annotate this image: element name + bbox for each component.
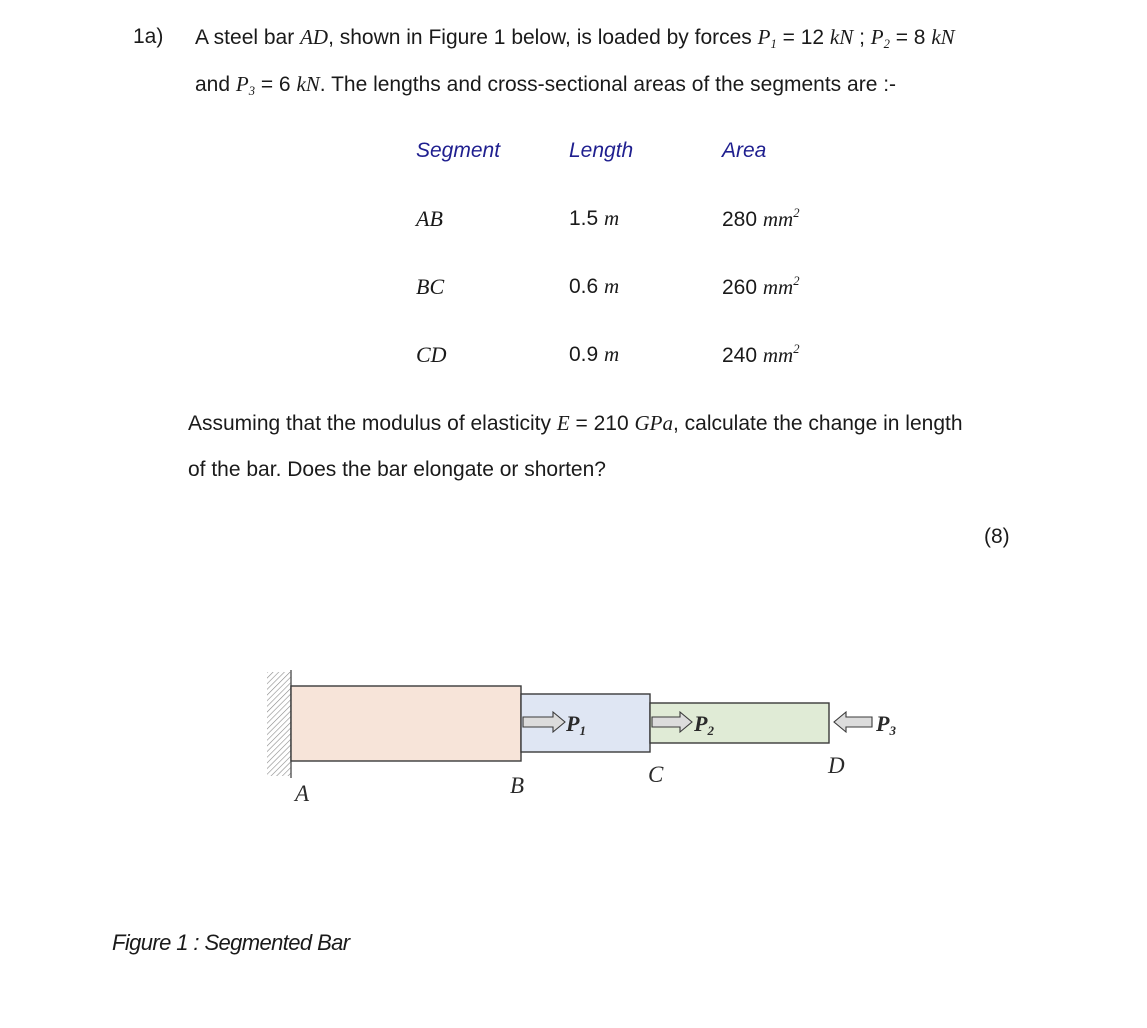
table-header-segment: Segment <box>416 139 501 162</box>
table-header-area: Area <box>722 139 767 162</box>
assumption-line-1: Assuming that the modulus of elasticity E = 210 GPa, calculate the change in length <box>188 411 963 435</box>
question-number: 1a) <box>133 25 164 48</box>
table-header-length: Length <box>569 139 634 162</box>
segment-ab-body <box>291 686 521 761</box>
table-cell-segment: BC <box>416 274 445 299</box>
figure-caption: Figure 1 : Segmented Bar <box>112 930 350 955</box>
force-label-p2: P2 <box>694 711 714 738</box>
table-cell-area: 240 $mm^2$ <box>722 342 800 367</box>
force-label-p1: P1 <box>566 711 586 738</box>
question-line-1: A steel bar AD, shown in Figure 1 below, is loaded by forces $P_1 = 12$ kN ; $P_2 = 8$ kN <box>195 25 955 51</box>
wall-support <box>267 670 291 778</box>
table-cell-length: 1.5 m <box>569 206 620 230</box>
point-label-d: D <box>828 753 845 778</box>
question-line-2: and $P_3 = 6$ kN. The lengths and cross-sectional areas of the segments are :- <box>195 72 897 98</box>
point-label-b: B <box>510 773 525 798</box>
force-label-p3: P3 <box>876 711 896 738</box>
point-label-c: C <box>648 762 664 787</box>
assumption-line-2: of the bar. Does the bar elongate or shorten? <box>188 458 606 481</box>
table-cell-segment: AB <box>416 206 443 231</box>
table-cell-area: 280 $mm^2$ <box>722 206 800 231</box>
table-cell-area: 260 $mm^2$ <box>722 274 800 299</box>
table-cell-length: 0.9 m <box>569 342 620 366</box>
point-label-a: A <box>295 781 310 806</box>
table-cell-length: 0.6 m <box>569 274 620 298</box>
force-arrow-p3 <box>834 712 872 732</box>
table-cell-segment: CD <box>416 342 447 367</box>
marks-label: (8) <box>984 525 1010 548</box>
